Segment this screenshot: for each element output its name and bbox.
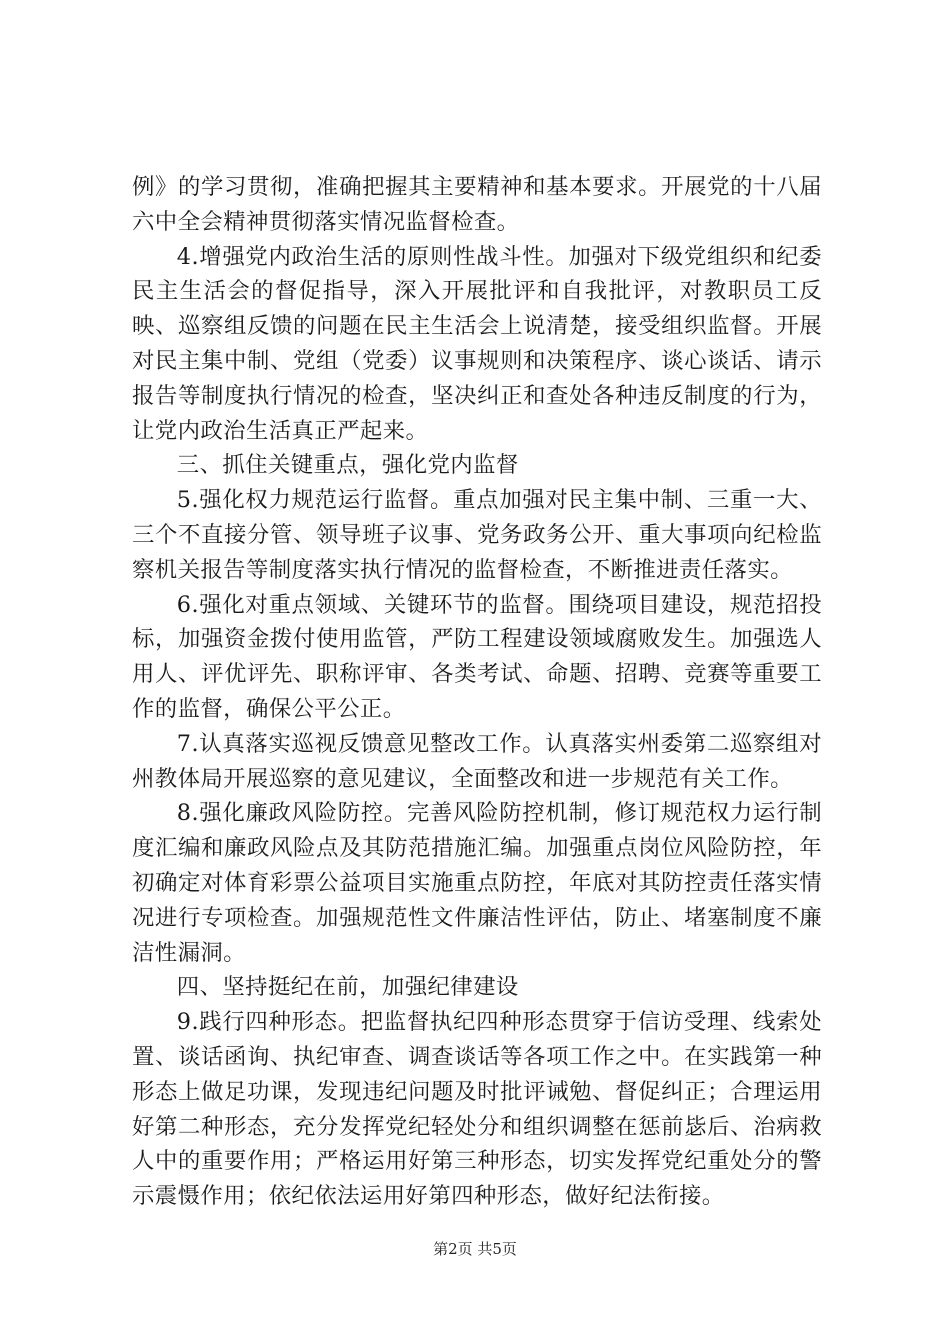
- paragraph-item-6: 6.强化对重点领域、关键环节的监督。围绕项目建设，规范招投标，加强资金拨付使用监管，严防工程建设领域腐败发生。加强选人用人、评优评先、职称评审、各类考试、命题、招聘、竞赛等重要工作的监督，确保公平公正。: [132, 591, 822, 722]
- page-number-footer: 第2页 共5页: [433, 1240, 517, 1258]
- document-body: [132, 170, 822, 1214]
- paragraph-item-5: 5.强化权力规范运行监督。重点加强对民主集中制、三重一大、三个不直接分管、领导班子议事、党务政务公开、重大事项向纪检监察机关报告等制度落实执行情况的监督检查，不断推进责任落实。: [132, 487, 822, 583]
- paragraph-continuation: 例》的学习贯彻，准确把握其主要精神和基本要求。开展党的十八届六中全会精神贯彻落实情况监督检查。: [132, 174, 822, 235]
- paragraph-item-7: 7.认真落实巡视反馈意见整改工作。认真落实州委第二巡察组对州教体局开展巡察的意见建议，全面整改和进一步规范有关工作。: [132, 730, 822, 792]
- section-heading-3: 三、抓住关键重点，强化党内监督: [176, 452, 519, 479]
- paragraph-item-4: 4.增强党内政治生活的原则性战斗性。加强对下级党组织和纪委民主生活会的督促指导，深入开展批评和自我批评，对教职员工反映、巡察组反馈的问题在民主生活会上说清楚，接受组织监督。开展对民主集中制、党组（党委）议事规则和决策程序、谈心谈话、请示报告等制度执行情况的检查，坚决纠正和查处各种违反制度的行为，让党内政治生活真正严起来。: [132, 243, 822, 444]
- paragraph-item-8: 8.强化廉政风险防控。完善风险防控机制，修订规范权力运行制度汇编和廉政风险点及其防范措施汇编。加强重点岗位风险防控，年初确定对体育彩票公益项目实施重点防控，年底对其防控责任落实情况进行专项检查。加强规范性文件廉洁性评估，防止、堵塞制度不廉洁性漏洞。: [132, 800, 822, 966]
- paragraph-item-9: 9.践行四种形态。把监督执纪四种形态贯穿于信访受理、线索处置、谈话函询、执纪审查、调查谈话等各项工作之中。在实践第一种形态上做足功课，发现违纪问题及时批评诫勉、督促纠正；合理运用好第二种形态，充分发挥党纪轻处分和组织调整在惩前毖后、治病救人中的重要作用；严格运用好第三种形态，切实发挥党纪重处分的警示震慑作用；依纪依法运用好第四种形态，做好纪法衔接。: [132, 1009, 822, 1210]
- section-heading-4: 四、坚持挺纪在前，加强纪律建设: [176, 974, 519, 1001]
